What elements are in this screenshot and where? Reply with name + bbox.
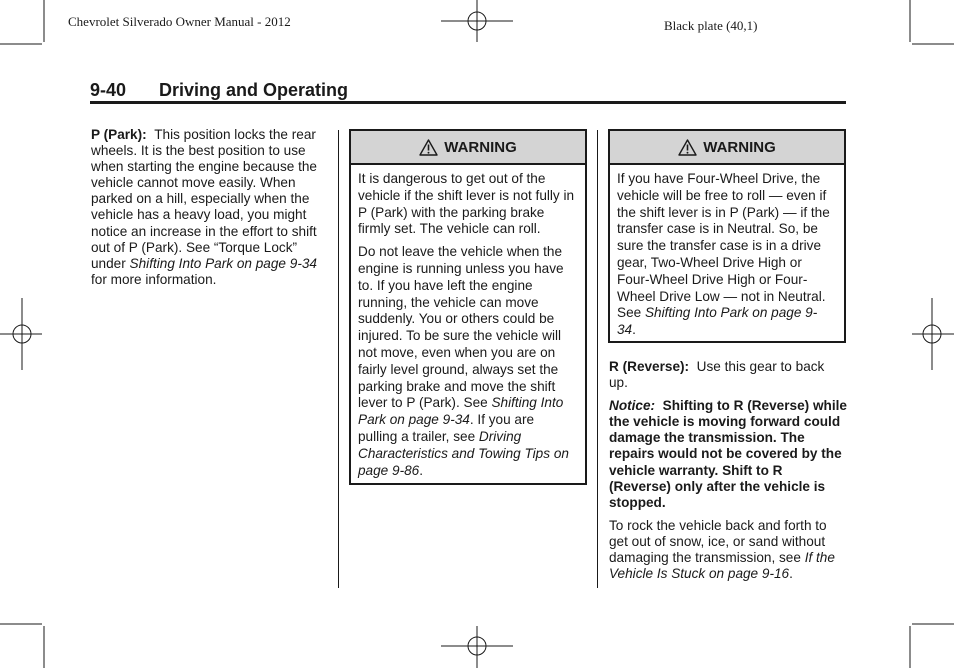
warning-header-2 xyxy=(610,131,844,165)
plate-label: Black plate (40,1) xyxy=(664,18,758,33)
warning-heading-2: WARNING xyxy=(703,138,776,156)
column-1 xyxy=(91,127,331,288)
warning-1-paragraph-1: It is dangerous to get out of the vehicle if the shift lever is not fully in P (Park) with the parking brake firmly set. The vehicle can roll. xyxy=(358,171,575,237)
rock-text: To rock the vehicle back and forth to get out of snow, ice, or sand without damaging the transmission, see xyxy=(609,517,827,566)
warning-box-1 xyxy=(349,129,587,485)
notice-text: Shifting to R (Reverse) while the vehicle is moving forward could damage the transmission. The repairs would not be covered by the vehicle warranty. Shift to R (Reverse) only after the vehicle is stopped. xyxy=(609,398,847,510)
warning-1-text-b: . If you are pulling a trailer, see xyxy=(358,412,535,444)
registration-mark-left xyxy=(0,298,42,370)
header-rule xyxy=(90,101,846,104)
rock-tail: . xyxy=(789,566,793,582)
warning-2-ref-park[interactable]: Shifting Into Park on page 9-34 xyxy=(617,305,818,338)
warning-heading-1: WARNING xyxy=(444,138,517,156)
park-text: This position locks the rear wheels. It is the best position to use when starting the engine because the vehicle cannot move easily. When parked on a hill, especially when the vehicle has a heavy load, you might notice an increase in the effort to shift out of P (Park). See “Torque Lock” under xyxy=(91,127,317,271)
column-divider-2 xyxy=(597,130,598,588)
warning-1-paragraph-2 xyxy=(358,244,577,479)
warning-2-paragraph-1 xyxy=(617,171,836,339)
warning-1-text-c: . xyxy=(419,462,424,478)
park-ref-link[interactable]: Shifting Into Park on page 9-34 xyxy=(129,255,317,271)
park-label: P (Park): xyxy=(91,127,147,142)
rock-paragraph xyxy=(609,518,847,582)
park-tail: for more information. xyxy=(91,271,217,287)
section-title: Driving and Operating xyxy=(159,80,349,100)
registration-mark-right xyxy=(912,298,954,370)
registration-mark-top xyxy=(441,0,513,42)
column-divider-1 xyxy=(338,130,339,588)
section-header xyxy=(90,80,348,101)
warning-1-ref-towing[interactable]: Driving Characteristics and Towing Tips on page 9-86 xyxy=(358,428,569,478)
column-3 xyxy=(609,359,847,582)
notice-label: Notice: xyxy=(609,398,656,414)
park-paragraph xyxy=(91,127,331,288)
warning-1-text-a: Do not leave the vehicle when the engine is running unless you have to. If you have left the engine running, the vehicle can move suddenly. You or others could be injured. To be sure the vehicle will not move, even when you are on fairly level ground, always set the parking brake and move the shift lever to P (Park). See xyxy=(358,244,564,411)
warning-body-1 xyxy=(351,165,585,479)
manual-title: Chevrolet Silverado Owner Manual - 2012 xyxy=(68,14,291,29)
warning-2-text-b: . xyxy=(632,322,636,338)
reverse-label: R (Reverse): xyxy=(609,359,690,374)
warning-box-2 xyxy=(608,129,846,343)
registration-mark-bottom xyxy=(441,626,513,668)
warning-2-text-a: If you have Four-Wheel Drive, the vehicle will be free to roll — even if the shift lever is in P (Park) — if the transfer case is in Neutral. So, be sure the transfer case is in a drive gear, Two-Wheel Drive High or Four-Wheel Drive High or Four-Wheel Drive Low — not in Neutral. See xyxy=(617,171,830,321)
warning-body-2 xyxy=(610,165,844,339)
page-number: 9-40 xyxy=(90,80,127,100)
reverse-paragraph xyxy=(609,359,847,391)
warning-triangle-icon xyxy=(419,139,438,156)
warning-triangle-icon xyxy=(678,139,697,156)
reverse-text: Use this gear to back up. xyxy=(609,359,825,391)
notice-paragraph xyxy=(609,398,847,511)
rock-ref-link[interactable]: If the Vehicle Is Stuck on page 9-16 xyxy=(609,550,835,582)
warning-1-ref-park[interactable]: Shifting Into Park on page 9-34 xyxy=(358,395,564,428)
warning-header-1 xyxy=(351,131,585,165)
